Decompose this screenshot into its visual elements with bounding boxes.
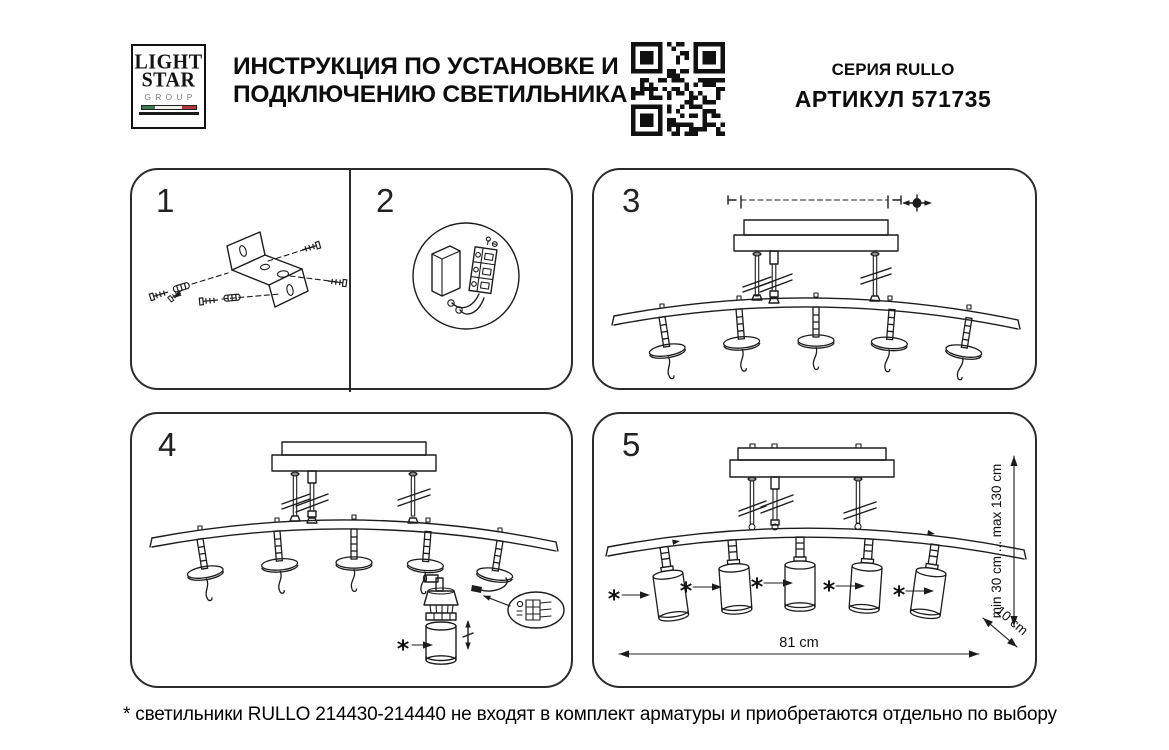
series-label: СЕРИЯ RULLO: [831, 60, 955, 79]
dimension-height: [989, 456, 1018, 626]
depth-dimension-label: 10 cm: [992, 602, 1031, 639]
dimension-width: [619, 635, 979, 658]
bolt-icon: [893, 196, 901, 204]
panel-steps-1-2: [130, 168, 573, 390]
terminal-connector-icon: [517, 600, 551, 620]
asterisk-marker: *: [679, 577, 693, 605]
screw-direction-icon: [902, 195, 932, 211]
article-label: АРТИКУЛ 571735: [794, 86, 992, 112]
curved-rail: [612, 293, 1020, 329]
panel-step-4: [130, 412, 573, 688]
step-4-number: 4: [158, 426, 177, 463]
logo-word-light: LIGHT: [134, 50, 203, 74]
ceiling-mount-diagram: [730, 444, 894, 481]
ceiling-mount-diagram: [728, 195, 932, 256]
screw-icon: [301, 241, 321, 253]
footnote: * светильники RULLO 214430-214440 не входят в комплект арматуры и приобретаются отдельно по выбору: [123, 704, 1057, 725]
asterisk-marker: *: [750, 573, 764, 601]
wire: [460, 298, 484, 314]
ceiling-mount-diagram: [272, 442, 436, 476]
screw-icon: [199, 297, 218, 305]
asterisk-marker: *: [396, 635, 410, 663]
height-dimension-label: min 30 cm ... max 130 cm: [989, 463, 1004, 619]
page-title: [233, 53, 627, 108]
screw-rotation-icon: [463, 620, 473, 650]
step-5-number: 5: [622, 426, 641, 463]
wire: [452, 294, 479, 308]
lamp-connection-detail: [471, 578, 564, 628]
connector-icon: [471, 585, 482, 593]
lamp-holders: [182, 529, 518, 603]
small-screw-icon: [168, 288, 184, 302]
italian-flag-icon: [141, 105, 197, 110]
mounting-bracket-diagram: [149, 232, 346, 307]
width-dimension-label: 81 cm: [779, 635, 819, 651]
asterisk-marker: *: [607, 585, 621, 613]
step-2-number: 2: [376, 182, 395, 219]
lightstar-logo: [131, 44, 206, 129]
lamp-shade-assembly: [423, 575, 473, 664]
step-3-number: 3: [622, 182, 641, 219]
step-1-number: 1: [156, 182, 175, 219]
suspension-rods: [743, 251, 891, 303]
logo-underline: [139, 112, 199, 115]
logo-word-group: GROUP: [144, 92, 197, 102]
slide-direction-arrow: [672, 538, 680, 545]
panel-step-5: [592, 412, 1037, 688]
screw-icon: [328, 278, 347, 287]
lamp-holders: [644, 307, 987, 382]
lamp-shades: [649, 537, 950, 623]
panel-step-3: [592, 168, 1037, 390]
title-line1: ИНСТРУКЦИЯ ПО УСТАНОВКЕ И: [233, 53, 619, 80]
title-line2: ПОДКЛЮЧЕНИЮ СВЕТИЛЬНИКА: [233, 80, 628, 108]
asterisk-marker: *: [892, 581, 906, 609]
bolt-icon: [728, 196, 736, 204]
wall-plug-icon: [224, 294, 240, 301]
wiring-connection-detail: [413, 223, 519, 329]
logo-word-star: STAR: [141, 68, 196, 92]
detail-bubble: [508, 592, 564, 628]
terminal-block-icon: [469, 235, 499, 293]
suspension-rods: [739, 477, 876, 530]
qr-code-icon: [631, 42, 725, 136]
screw-icon: [149, 289, 169, 301]
asterisk-marker: *: [822, 576, 836, 604]
